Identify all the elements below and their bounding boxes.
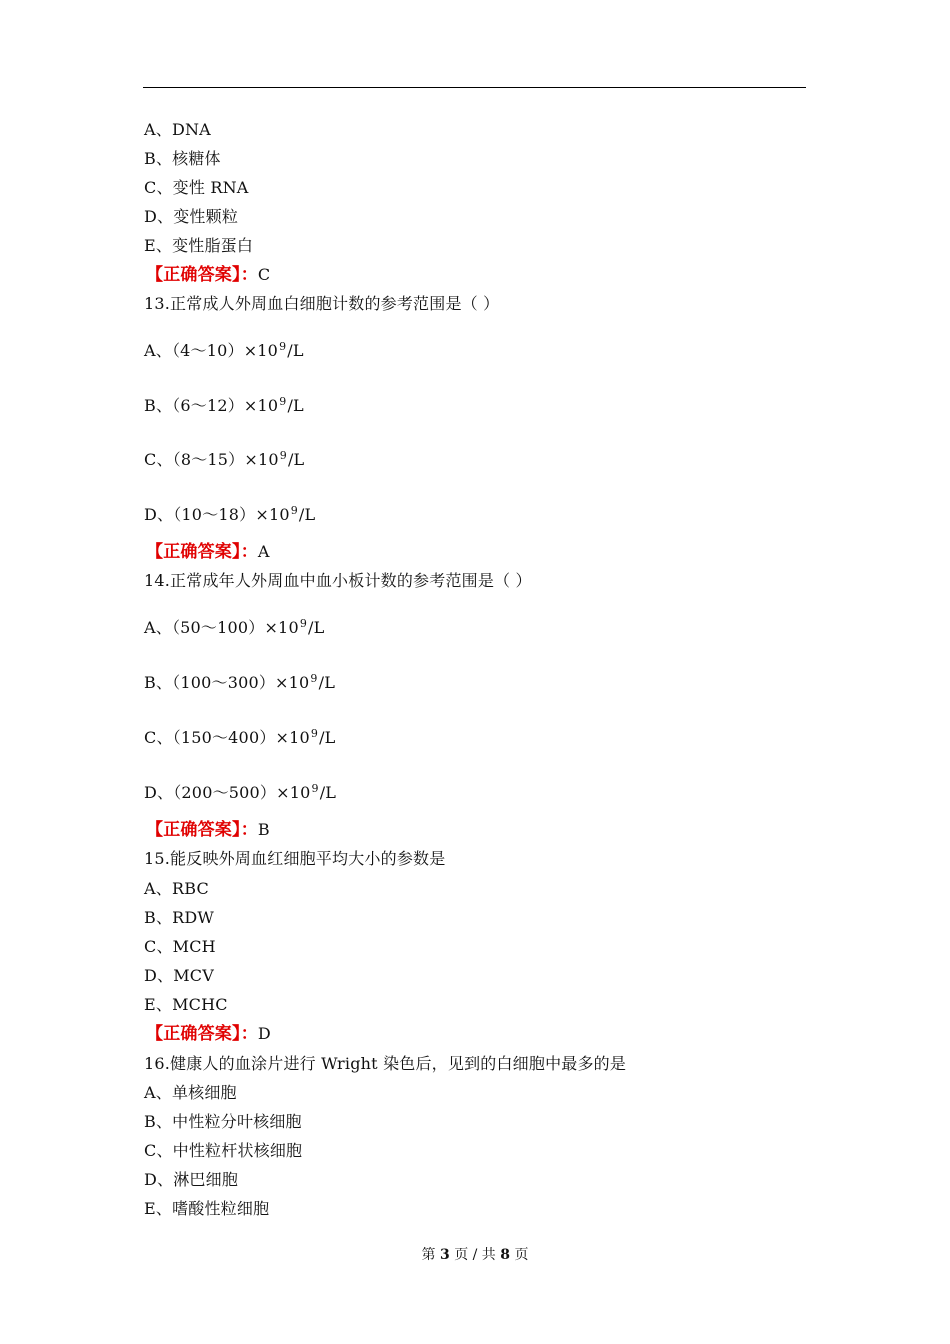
q15-option-b: B、RDW <box>144 908 215 927</box>
q12-option-b: B、核糖体 <box>144 149 221 168</box>
q15-answer <box>146 1024 271 1044</box>
answer-label: 【正确答案】： <box>146 820 258 840</box>
q13-option-a: A、$(4\sim 10)\times 10^9/L$ <box>144 340 304 360</box>
current-page-number: 3 <box>439 1247 450 1263</box>
page-footer: 第 3 页 / 共 8 页 <box>421 1247 529 1263</box>
q14-option-a: A、$(50\sim 100)\times 10^9/L$ <box>144 617 325 637</box>
q15-option-c: C、MCH <box>144 937 216 956</box>
q13-option-c: C、$(8\sim 15)\times 10^9/L$ <box>144 449 305 469</box>
q12-option-e: E、变性脂蛋白 <box>144 236 254 255</box>
answer-value: B <box>257 820 270 839</box>
q12-answer <box>146 265 270 285</box>
q16-option-d: D、淋巴细胞 <box>144 1170 239 1189</box>
q13-option-b: B、$(6\sim 12)\times 10^9/L$ <box>144 395 304 415</box>
q13-stem: 13.正常成人外周血白细胞计数的参考范围是（ ） <box>144 294 500 313</box>
q14-option-c: C、$(150\sim 400)\times 10^9/L$ <box>144 727 336 747</box>
q16-option-e: E、嗜酸性粒细胞 <box>144 1199 270 1218</box>
q12-option-c: C、变性 RNA <box>144 178 249 197</box>
answer-value: A <box>257 542 270 561</box>
q16-stem: 16.健康人的血涂片进行 Wright 染色后，见到的白细胞中最多的是 <box>144 1054 627 1073</box>
q15-option-a: A、RBC <box>144 879 209 898</box>
q12-option-d: D、变性颗粒 <box>144 207 239 226</box>
q13-answer <box>146 542 270 562</box>
answer-label: 【正确答案】： <box>146 1024 258 1044</box>
answer-label: 【正确答案】： <box>146 265 258 285</box>
header-rule <box>143 87 806 88</box>
q15-option-e: E、MCHC <box>144 995 228 1014</box>
q12-option-a: A、DNA <box>144 120 211 139</box>
answer-label: 【正确答案】： <box>146 542 258 562</box>
q16-option-a: A、单核细胞 <box>144 1083 237 1102</box>
q15-option-d: D、MCV <box>144 966 215 985</box>
answer-value: C <box>257 265 271 284</box>
q14-option-b: B、$(100\sim 300)\times 10^9/L$ <box>144 672 336 692</box>
q14-answer <box>146 820 270 840</box>
total-page-count: 8 <box>500 1247 511 1263</box>
q14-option-d: D、$(200\sim 500)\times 10^9/L$ <box>144 782 337 802</box>
q13-option-d: D、$(10\sim 18)\times 10^9/L$ <box>144 504 316 524</box>
q14-stem: 14.正常成年人外周血中血小板计数的参考范围是（ ） <box>144 571 532 590</box>
q15-stem: 15.能反映外周血红细胞平均大小的参数是 <box>144 849 446 868</box>
q16-option-c: C、中性粒杆状核细胞 <box>144 1141 303 1160</box>
answer-value: D <box>257 1024 271 1043</box>
q16-option-b: B、中性粒分叶核细胞 <box>144 1112 302 1131</box>
